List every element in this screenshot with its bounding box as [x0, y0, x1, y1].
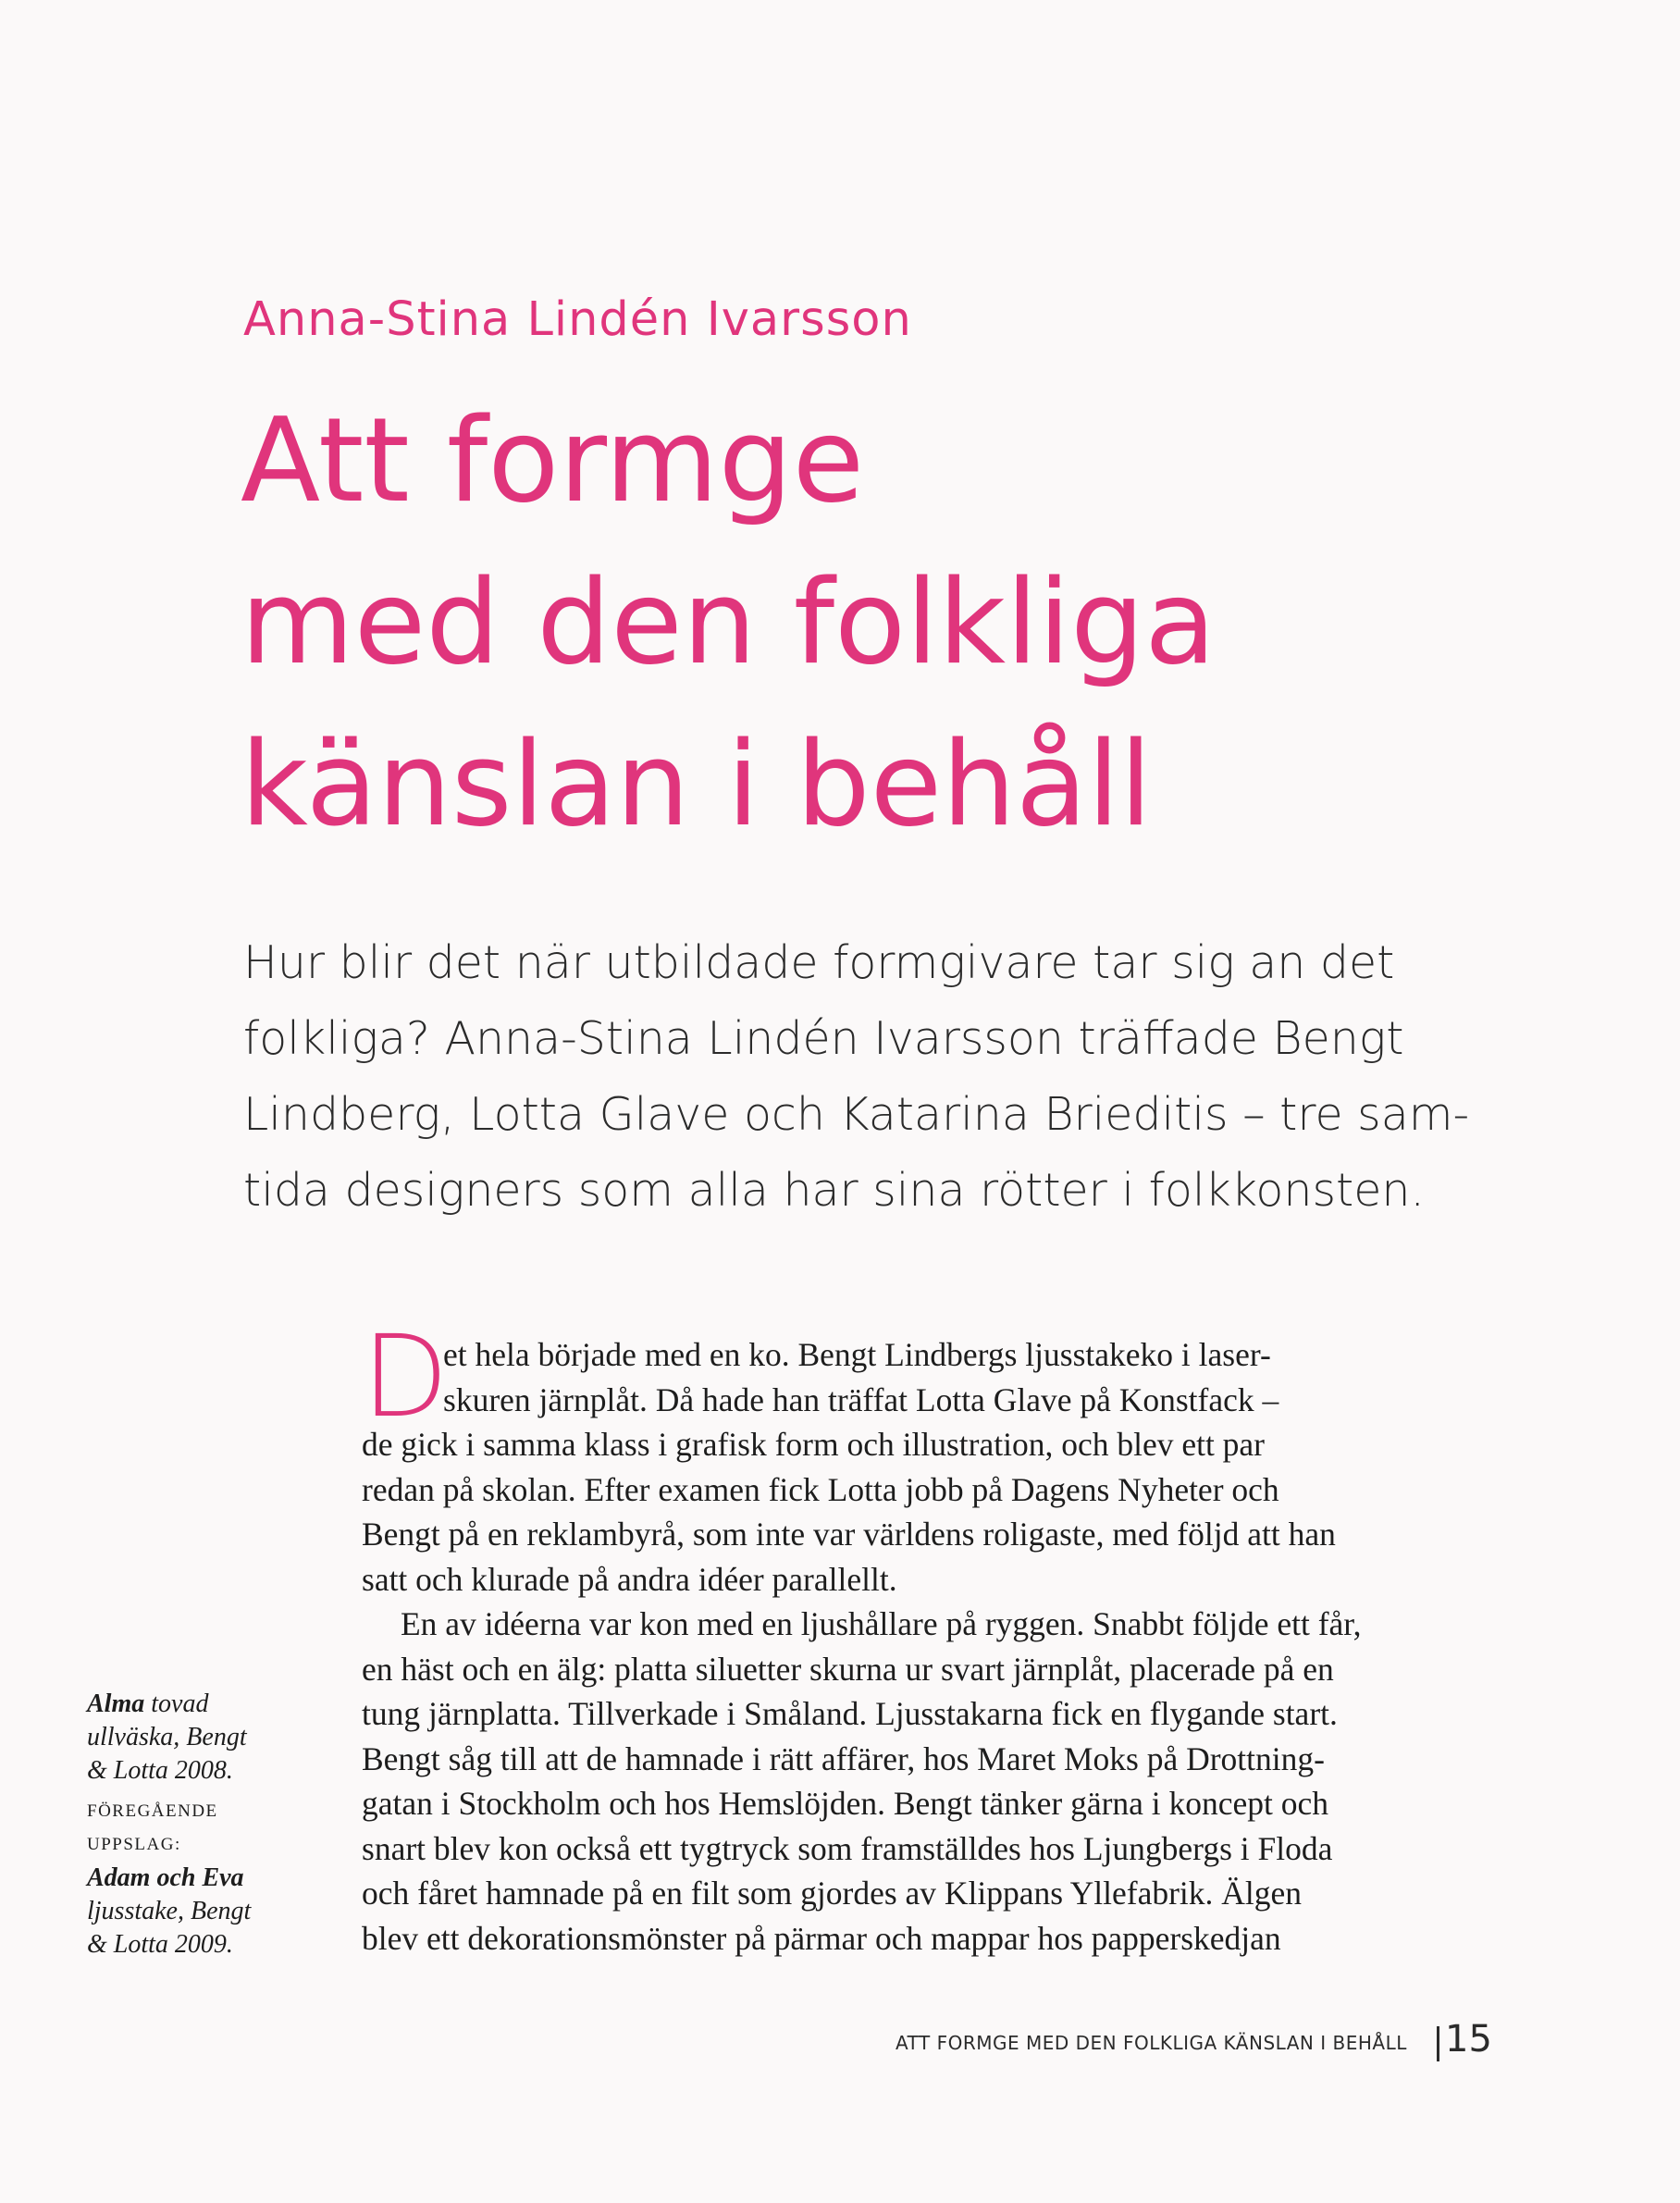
photo-caption — [87, 1688, 309, 1962]
body-line: snart blev kon också ett tygtryck som framställdes hos Ljungbergs i Floda — [362, 1829, 1333, 1867]
body-text — [362, 1332, 1472, 1961]
body-line: Bengt såg till att de hamnade i rätt affärer, hos Maret Moks på Drottning- — [362, 1739, 1325, 1777]
lead-line: folkliga? Anna-Stina Lindén Ivarsson träffade Bengt — [243, 1012, 1404, 1065]
author-byline: Anna-Stina Lindén Ivarsson — [243, 292, 912, 347]
body-line: tung järnplatta. Tillverkade i Småland. Ljusstakarna fick en flygande start. — [362, 1695, 1338, 1732]
caption-line: & Lotta 2008. — [87, 1756, 233, 1785]
lead-paragraph — [243, 925, 1470, 1229]
title-line: Att formge — [241, 392, 865, 528]
caption-line: ullväska, Bengt — [87, 1723, 247, 1751]
caption-label: FÖREGÅENDE — [87, 1801, 218, 1821]
title-line: med den folkliga — [241, 554, 1217, 690]
caption-label: UPPSLAG: — [87, 1835, 181, 1854]
body-line: satt och klurade på andra idéer parallellt. — [362, 1560, 897, 1598]
caption-item-title: Adam och Eva — [87, 1863, 244, 1892]
caption-line — [87, 1688, 309, 1721]
lead-line: Lindberg, Lotta Glave och Katarina Brieditis – tre sam- — [243, 1088, 1470, 1141]
lead-line: Hur blir det när utbildade formgivare tar sig an det — [243, 936, 1395, 989]
page-number-divider — [1437, 2026, 1439, 2061]
article-title — [241, 379, 1216, 865]
body-line: blev ett dekorationsmönster på pärmar och mappar hos papperskedjan — [362, 1919, 1281, 1957]
body-line: de gick i samma klass i grafisk form och illustration, och blev ett par — [362, 1426, 1266, 1463]
caption-line: ljusstake, Bengt — [87, 1897, 252, 1925]
caption-line — [87, 1862, 309, 1895]
body-line: Bengt på en reklambyrå, som inte var världens roligaste, med följd att han — [362, 1516, 1336, 1553]
body-line: et hela började med en ko. Bengt Lindbergs ljusstakeko i laser- — [443, 1336, 1271, 1373]
body-line: skuren järnplåt. Då hade han träffat Lotta Glave på Konstfack – — [443, 1380, 1279, 1418]
lead-line: tida designers som alla har sina rötter i folkkonsten. — [243, 1164, 1425, 1217]
body-line: redan på skolan. Efter examen fick Lotta jobb på Dagens Nyheter och — [362, 1470, 1279, 1508]
body-line: en häst och en älg: platta siluetter skurna ur svart järnplåt, placerade på en — [362, 1650, 1334, 1688]
body-line: gatan i Stockholm och hos Hemslöjden. Bengt tänker gärna i koncept och — [362, 1785, 1329, 1822]
body-line: och fåret hamnade på en filt som gjordes av Klippans Yllefabrik. Älgen — [362, 1875, 1303, 1912]
title-line: känslan i behåll — [241, 716, 1153, 852]
drop-cap: D — [362, 1311, 449, 1442]
page-number: 15 — [1445, 2018, 1492, 2061]
caption-line-rest: tovad — [144, 1689, 209, 1718]
running-footer-title: ATT FORMGE MED DEN FOLKLIGA KÄNSLAN I BEHÅLL — [896, 2032, 1407, 2054]
caption-line: & Lotta 2009. — [87, 1930, 233, 1959]
caption-item-title: Alma — [87, 1689, 145, 1718]
body-line: En av idéerna var kon med en ljushållare på ryggen. Snabbt följde ett får, — [401, 1605, 1362, 1642]
